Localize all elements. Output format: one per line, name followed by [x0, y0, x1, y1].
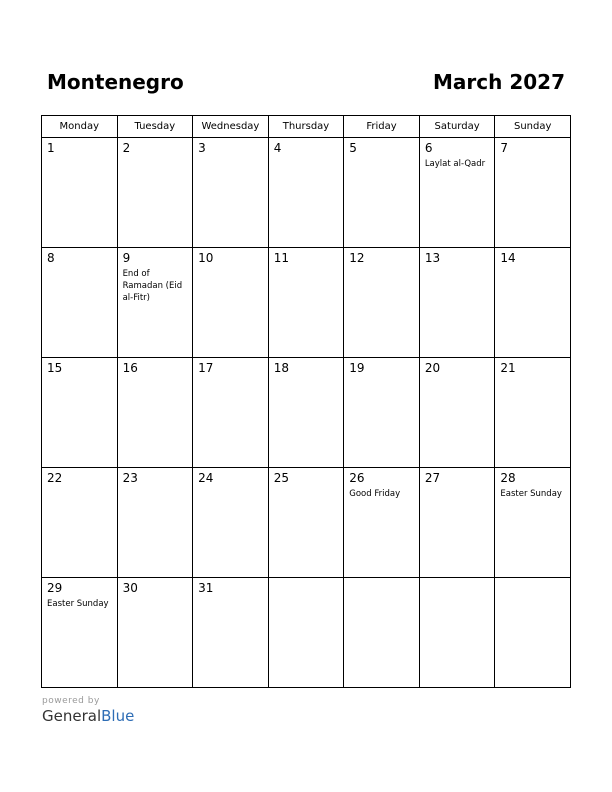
day-cell: [42, 468, 118, 578]
day-cell: [268, 358, 344, 468]
day-number: 5: [349, 141, 357, 155]
day-number: 20: [424, 361, 441, 375]
day-cell: [268, 248, 344, 358]
day-number: 26: [349, 471, 365, 485]
day-cell: [193, 468, 269, 578]
day-cell: [193, 578, 269, 688]
day-number: 25: [273, 471, 289, 485]
day-number: 31: [198, 581, 214, 595]
day-number: 11: [273, 251, 289, 265]
day-number: 9: [122, 251, 131, 265]
day-number: 1: [47, 141, 55, 155]
weekday-header: Monday: [42, 116, 118, 138]
day-cell: [268, 138, 344, 248]
day-number: 24: [198, 471, 214, 485]
day-number: 4: [273, 141, 282, 155]
day-number: 22: [47, 471, 63, 485]
weekday-header-row: [42, 116, 571, 138]
day-number: 6: [424, 141, 433, 155]
week-row: [42, 578, 571, 688]
day-number: 16: [122, 361, 138, 375]
day-cell: [42, 248, 118, 358]
calendar-grid: [41, 115, 571, 688]
day-number: 3: [198, 141, 206, 155]
calendar-month-title: March 2027: [433, 70, 565, 94]
day-number: 17: [198, 361, 214, 375]
day-event: Easter Sunday: [47, 599, 109, 609]
brand-general-text: General: [42, 707, 102, 725]
weekday-header: Thursday: [268, 116, 344, 138]
day-number: 23: [122, 471, 138, 485]
day-event: End of Ramadan (Eid al-Fitr): [122, 269, 183, 303]
day-cell: [268, 468, 344, 578]
day-number: 28: [500, 471, 516, 485]
day-number: 2: [122, 141, 131, 155]
week-row: [42, 468, 571, 578]
day-cell: [344, 358, 420, 468]
week-row: [42, 248, 571, 358]
day-cell: [419, 468, 495, 578]
day-cell: [42, 358, 118, 468]
day-number: 21: [500, 361, 516, 375]
day-event: Easter Sunday: [500, 489, 562, 499]
day-number: 8: [47, 251, 55, 265]
day-number: 18: [273, 361, 289, 375]
day-cell: [419, 138, 495, 248]
day-number: 10: [198, 251, 214, 265]
day-number: 27: [424, 471, 441, 485]
day-cell: [495, 578, 571, 688]
day-number: 13: [424, 251, 441, 265]
day-cell: [495, 248, 571, 358]
day-event: Good Friday: [349, 489, 401, 499]
day-cell: [419, 578, 495, 688]
day-cell: [419, 248, 495, 358]
day-cell: [117, 138, 193, 248]
day-event: Laylat al-Qadr: [424, 159, 486, 169]
day-cell: [117, 248, 193, 358]
day-number: 30: [122, 581, 138, 595]
day-cell: [193, 138, 269, 248]
day-cell: [495, 358, 571, 468]
powered-by-text: powered by: [42, 696, 100, 706]
day-cell: [495, 138, 571, 248]
day-number: 14: [500, 251, 516, 265]
day-cell: [117, 578, 193, 688]
calendar-country-title: Montenegro: [47, 70, 184, 94]
day-cell: [344, 578, 420, 688]
day-number: 15: [47, 361, 63, 375]
week-row: [42, 138, 571, 248]
day-number: 19: [349, 361, 365, 375]
day-cell: [117, 358, 193, 468]
footer-branding: [42, 696, 134, 725]
weekday-header: Saturday: [419, 116, 495, 138]
brand-blue-text: Blue: [101, 707, 135, 725]
day-cell: [193, 358, 269, 468]
day-number: 7: [500, 141, 509, 155]
weekday-header: Tuesday: [117, 116, 193, 138]
day-number: 29: [47, 581, 63, 595]
weekday-header: Sunday: [495, 116, 571, 138]
weekday-header: Wednesday: [193, 116, 269, 138]
day-cell: [344, 468, 420, 578]
day-cell: [42, 138, 118, 248]
day-cell: [268, 578, 344, 688]
day-cell: [193, 248, 269, 358]
day-cell: [42, 578, 118, 688]
day-cell: [495, 468, 571, 578]
day-cell: [344, 248, 420, 358]
day-number: 12: [349, 251, 365, 265]
generalblue-logo[interactable]: [42, 707, 134, 725]
day-cell: [117, 468, 193, 578]
day-cell: [419, 358, 495, 468]
day-cell: [344, 138, 420, 248]
week-row: [42, 358, 571, 468]
weekday-header: Friday: [344, 116, 420, 138]
